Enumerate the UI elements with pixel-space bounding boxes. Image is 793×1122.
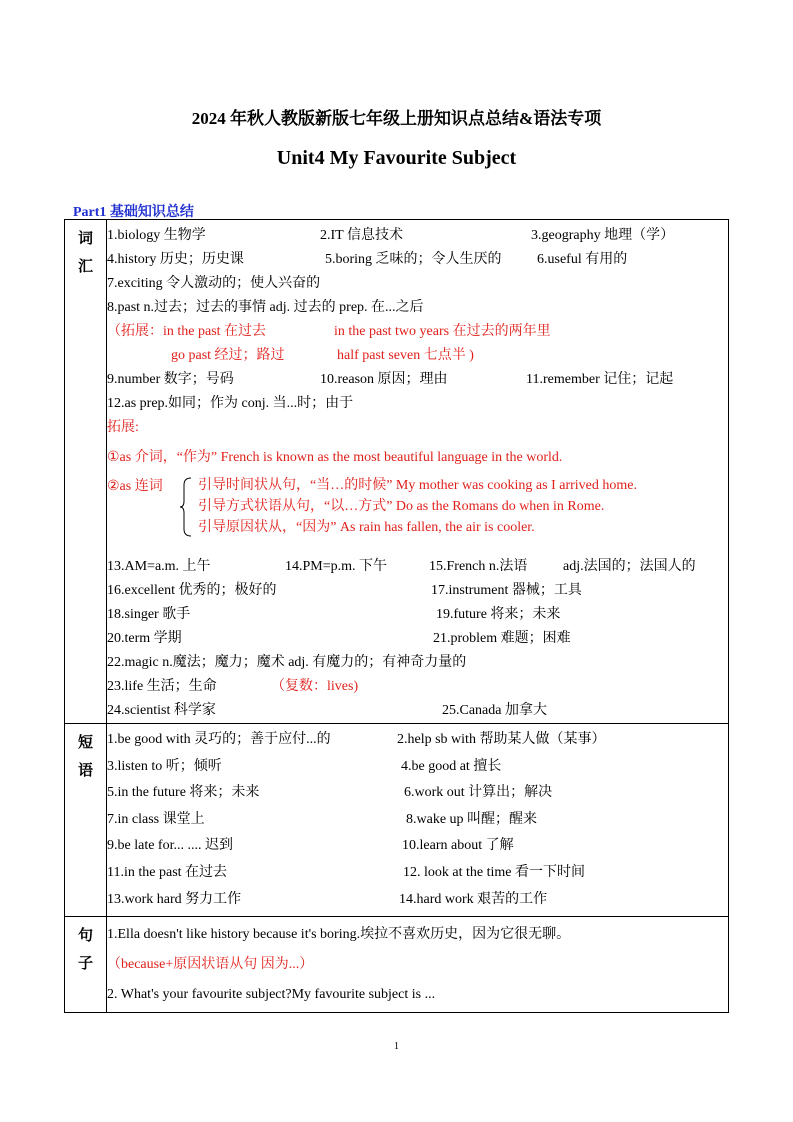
sentences-row xyxy=(65,917,729,1013)
phrase-line: 13.work hard 努力工作 14.hard work 艰苦的工作 xyxy=(107,891,548,907)
vocab-line: 13.AM=a.m. 上午 14.PM=p.m. 下午 15.French n.法语 adj.法国的；法国人的 xyxy=(107,559,696,574)
phrases-label: 短 语 xyxy=(65,724,107,917)
phrase-line: 7.in class 课堂上 8.wake up 叫醒；醒来 xyxy=(107,811,538,827)
vocab-content xyxy=(107,220,729,724)
sentences-label: 句 子 xyxy=(65,917,107,1013)
sentences-content xyxy=(107,917,729,1013)
vocab-row xyxy=(65,220,729,724)
sentence-line: 1.Ella doesn't like history because it's boring.埃拉不喜欢历史，因为它很无聊。 xyxy=(107,927,571,943)
vocab-line: 16.excellent 优秀的；极好的 17.instrument 器械；工具 xyxy=(107,583,582,598)
vocab-extension-line: （拓展：in the past 在过去 in the past two years 在过去的两年里 xyxy=(107,324,551,339)
vocab-line: 7.exciting 令人激动的；使人兴奋的 xyxy=(107,276,321,291)
phrases-content xyxy=(107,724,729,917)
brace-icon xyxy=(179,477,193,537)
page-number: 1 xyxy=(394,1041,399,1052)
vocab-label: 词 汇 xyxy=(65,220,107,724)
vocab-line: 8.past n.过去；过去的事情 adj. 过去的 prep. 在...之后 xyxy=(107,300,424,315)
vocab-line: 20.term 学期 21.problem 难题；困难 xyxy=(107,631,571,646)
sentence-note: （because+原因状语从句 因为...） xyxy=(107,957,314,973)
sentence-line: 2. What's your favourite subject?My favourite subject is ... xyxy=(107,987,436,1003)
vocab-extension-line: go past 经过；路过 half past seven 七点半 ) xyxy=(171,348,474,363)
phrases-row xyxy=(65,724,729,917)
unit-title: Unit4 My Favourite Subject xyxy=(276,147,517,169)
vocab-line: 23.life 生活；生命 （复数：lives) xyxy=(107,679,359,694)
knowledge-table xyxy=(64,219,729,1013)
vocab-line: 18.singer 歌手 19.future 将来；未来 xyxy=(107,607,561,622)
vocab-line: 4.history 历史；历史课 5.boring 乏味的；令人生厌的 6.useful 有用的 xyxy=(107,252,628,267)
phrase-line: 9.be late for... .... 迟到 10.learn about 了解 xyxy=(107,838,514,854)
vocab-line: 24.scientist 科学家 25.Canada 加拿大 xyxy=(107,703,547,718)
vocab-line: 22.magic n.魔法；魔力；魔术 adj. 有魔力的；有神奇力量的 xyxy=(107,655,467,670)
phrase-line: 3.listen to 听；倾听 4.be good at 擅长 xyxy=(107,758,502,774)
vocab-line: 12.as prep.如同；作为 conj. 当...时；由于 xyxy=(107,396,354,411)
phrase-line: 1.be good with 灵巧的；善于应付...的 2.help sb with 帮助某人做（某事） xyxy=(107,732,606,747)
phrase-line: 11.in the past 在过去 12. look at the time 看一下时间 xyxy=(107,864,585,880)
part-heading: Part1 基础知识总结 xyxy=(73,205,194,220)
document-title: 2024 年秋人教版新版七年级上册知识点总结&语法专项 xyxy=(191,109,602,128)
vocab-line: 9.number 数字；号码 10.reason 原因；理由 11.remember 记住；记起 xyxy=(107,372,674,387)
vocab-extension-label: 拓展: xyxy=(107,420,139,435)
as-conjunction-block: ②as 连词 引导时间状从句，“当…的时候” My mother was cooking as I arrived home. 引导方式状语从句，“以…方式” Do as the Romans do when in Rome. 引导原因状从，“因为” As rain has fallen, the air is cooler. xyxy=(107,478,637,535)
phrase-line: 5.in the future 将来；未来 6.work out 计算出；解决 xyxy=(107,785,553,801)
vocab-line: 1.biology 生物学 2.IT 信息技术 3.geography 地理（学） xyxy=(107,228,675,243)
as-preposition-note: ①as 介词，“作为” French is known as the most beautiful language in the world. xyxy=(107,450,563,465)
